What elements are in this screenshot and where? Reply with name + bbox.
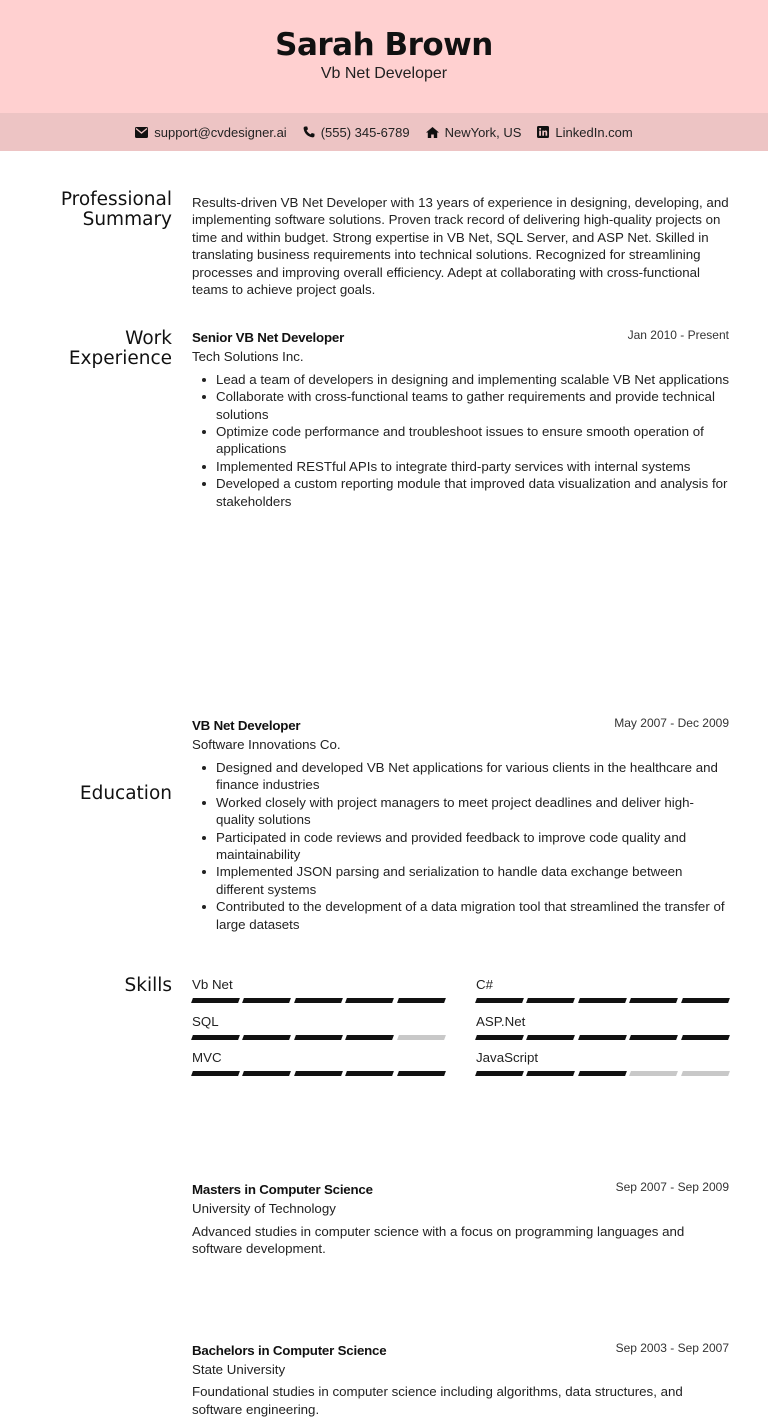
list-item: Implemented RESTful APIs to integrate third-party services with internal systems — [192, 458, 729, 475]
education-date: Sep 2007 - Sep 2009 — [615, 1179, 729, 1194]
skill-segment-empty — [681, 1071, 730, 1076]
skill-segment-filled — [526, 1071, 575, 1076]
candidate-title: Vb Net Developer — [320, 65, 448, 82]
school-name: State University — [192, 1361, 286, 1377]
skill-segment-filled — [578, 998, 627, 1003]
skill-level-bar — [192, 998, 445, 1003]
candidate-name: Sarah Brown — [275, 27, 493, 63]
skill-segment-filled — [242, 1071, 291, 1076]
company-name: Tech Solutions Inc. — [192, 349, 304, 365]
contact-location-text: NewYork, US — [444, 124, 522, 140]
skill-item — [476, 1013, 729, 1040]
degree-title: Masters in Computer Science — [192, 1181, 373, 1197]
contact-linkedin-text: LinkedIn.com — [555, 124, 633, 140]
skill-name: SQL — [192, 1014, 219, 1029]
skill-segment-filled — [294, 1071, 343, 1076]
skill-segment-filled — [681, 998, 730, 1003]
skill-segment-filled — [475, 1071, 524, 1076]
school-name: University of Technology — [192, 1201, 336, 1217]
linkedin-icon — [537, 126, 549, 138]
section-title-experience-line2: Experience — [68, 348, 172, 369]
contact-email[interactable] — [135, 125, 286, 140]
section-title-summary — [61, 190, 172, 230]
summary-block — [192, 194, 729, 298]
education-description: Advanced studies in computer science with a focus on programming languages and software development. — [192, 1223, 685, 1257]
section-title-summary-line2: Summary — [82, 209, 172, 230]
skill-item — [192, 1013, 445, 1040]
skill-name: JavaScript — [476, 1050, 539, 1065]
section-title-experience — [69, 329, 172, 369]
skill-segment-filled — [397, 998, 446, 1003]
skill-segment-filled — [475, 1035, 524, 1040]
list-item: Collaborate with cross-functional teams to gather requirements and provide technical solutions — [192, 388, 729, 423]
section-title-experience-line1: Work — [125, 328, 172, 349]
job-bullets — [192, 371, 729, 510]
skill-name: C# — [476, 977, 493, 992]
contact-phone[interactable] — [303, 125, 410, 140]
skill-item — [476, 1049, 729, 1076]
skill-segment-filled — [345, 1071, 394, 1076]
list-item: Implemented JSON parsing and serialization to handle data exchange between different systems — [192, 863, 729, 898]
list-item: Developed a custom reporting module that improved data visualization and analysis for stakeholders — [192, 475, 729, 510]
contact-email-text: support@cvdesigner.ai — [154, 124, 287, 140]
section-title-summary-line1: Professional — [60, 189, 172, 210]
skill-segment-filled — [294, 998, 343, 1003]
list-item: Participated in code reviews and provided feedback to improve code quality and maintainability — [192, 829, 729, 864]
home-icon — [426, 127, 439, 138]
skill-segment-filled — [242, 1035, 291, 1040]
contact-phone-text: (555) 345-6789 — [320, 124, 410, 140]
skill-segment-filled — [345, 998, 394, 1003]
skill-segment-filled — [191, 998, 240, 1003]
list-item: Designed and developed VB Net applications for various clients in the healthcare and finance industries — [192, 759, 729, 794]
skill-segment-filled — [526, 1035, 575, 1040]
company-name: Software Innovations Co. — [192, 737, 341, 753]
skill-name: ASP.Net — [476, 1014, 526, 1029]
education-date: Sep 2003 - Sep 2007 — [615, 1340, 729, 1355]
envelope-icon — [135, 127, 148, 138]
skill-segment-filled — [681, 1035, 730, 1040]
summary-text: Results-driven VB Net Developer with 13 years of experience in designing, developing, and implementing software solutions. Proven track record of delivering high-quality projects on time and within budget. Strong expertise in VB Net, SQL Server, and ASP Net. Skilled in translating business requirements into technical solutions. Recognized for streamlining processes and improving overall efficiency. Adept at collaborating with cross-functional teams to achieve project goals. — [192, 195, 729, 298]
education-entry — [192, 1342, 729, 1418]
contact-linkedin[interactable] — [537, 125, 632, 140]
contact-location — [426, 125, 522, 140]
skill-segment-filled — [578, 1035, 627, 1040]
skill-segment-filled — [191, 1035, 240, 1040]
skill-item — [192, 976, 445, 1003]
skill-level-bar — [192, 1071, 445, 1076]
skill-level-bar — [476, 998, 729, 1003]
skill-segment-filled — [629, 998, 678, 1003]
skill-name: Vb Net — [192, 977, 233, 992]
skill-segment-filled — [294, 1035, 343, 1040]
list-item: Contributed to the development of a data migration tool that streamlined the transfer of large datasets — [192, 898, 729, 933]
section-title-skills-text: Skills — [124, 975, 172, 996]
experience-entry — [192, 329, 729, 510]
skill-item — [476, 976, 729, 1003]
degree-title: Bachelors in Computer Science — [192, 1342, 387, 1358]
skill-segment-filled — [191, 1071, 240, 1076]
skill-segment-filled — [242, 998, 291, 1003]
job-date: Jan 2010 - Present — [627, 328, 729, 342]
skill-segment-empty — [397, 1035, 446, 1040]
skill-segment-filled — [578, 1071, 627, 1076]
section-title-education-text: Education — [79, 783, 172, 804]
section-title-skills — [124, 976, 172, 996]
skill-level-bar — [192, 1035, 445, 1040]
skill-segment-empty — [629, 1071, 678, 1076]
list-item: Lead a team of developers in designing and implementing scalable VB Net applications — [192, 371, 729, 388]
education-entry — [192, 1181, 729, 1258]
list-item: Optimize code performance and troubleshoot issues to ensure smooth operation of applications — [192, 423, 729, 458]
skill-segment-filled — [526, 998, 575, 1003]
job-date: May 2007 - Dec 2009 — [614, 716, 729, 731]
education-description: Foundational studies in computer science including algorithms, data structures, and software engineering. — [192, 1384, 683, 1417]
job-title: VB Net Developer — [192, 718, 301, 734]
skill-segment-filled — [345, 1035, 394, 1040]
skill-item — [192, 1049, 445, 1076]
experience-entry — [192, 717, 729, 933]
list-item: Worked closely with project managers to meet project deadlines and deliver high-quality solutions — [192, 794, 729, 829]
skill-level-bar — [476, 1035, 729, 1040]
section-title-education — [80, 784, 172, 804]
contact-bar — [0, 113, 768, 151]
skill-segment-filled — [397, 1071, 446, 1076]
skill-level-bar — [476, 1071, 729, 1076]
skill-name: MVC — [192, 1050, 222, 1065]
skill-segment-filled — [629, 1035, 678, 1040]
job-title: Senior VB Net Developer — [192, 330, 345, 345]
job-bullets — [192, 759, 729, 933]
skill-segment-filled — [475, 998, 524, 1003]
phone-icon — [303, 126, 315, 138]
resume-header — [0, 0, 768, 113]
